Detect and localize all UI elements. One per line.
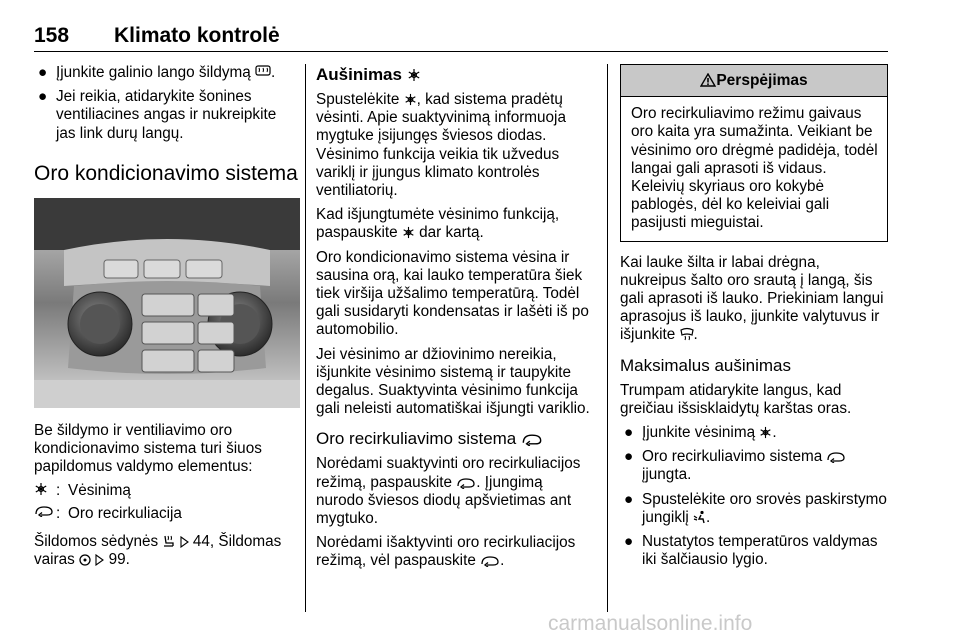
recirculation-icon xyxy=(826,451,846,463)
section-heading: Oro kondicionavimo sistema xyxy=(34,161,298,185)
paragraph: Trumpam atidarykite langus, kad greičiau išsisklaidytų karštas oras. xyxy=(620,381,852,417)
list-item: ● Jei reikia, atidarykite šonines ventiliacines angas ir nukreipkite jas link durų langų. xyxy=(38,88,277,142)
paragraph: Norėdami suaktyvinti oro recirkuliacijos režimą, paspauskite . Įjungimą nurodo šviesos diodų apšvietimas ant mygtuko. xyxy=(316,455,581,528)
list-item: ● Spustelėkite oro srovės paskirstymo jungiklį . xyxy=(624,490,887,526)
recirculation-icon xyxy=(456,477,476,489)
column-2 xyxy=(316,64,594,577)
section-heading: Oro recirkuliavimo sistema xyxy=(316,428,594,449)
snowflake-icon xyxy=(402,226,415,239)
warning-box xyxy=(620,64,888,242)
warning-triangle-icon xyxy=(700,73,716,87)
snowflake-icon xyxy=(759,426,772,439)
header-rule xyxy=(34,51,888,52)
column-divider-2 xyxy=(607,64,608,612)
rear-window-heating-icon xyxy=(255,65,271,79)
section-heading: Maksimalus aušinimas xyxy=(620,355,791,375)
seat-heating-icon xyxy=(162,534,175,548)
paragraph: Spustelėkite , kad sistema pradėtų vėsinti. Apie suaktyvinimą informuoja mygtuke įsijungęs šviesos diodas. Vėsinimo funkcija veikia tik užvedus variklį ir įjungus klimato kontrolės ventiliatorių. xyxy=(316,91,566,200)
paragraph: Jei vėsinimo ar džiovinimo nereikia, išjunkite vėsinimo sistemą ir taupykite degalus. Suaktyvinta vėsinimo funkcija gali neleisti automatiškai išjungti variklio. xyxy=(316,345,590,418)
section-heading: Aušinimas xyxy=(316,64,594,85)
cross-reference: Šildomos sėdynės 44, Šildomas vairas 99. xyxy=(34,532,282,569)
warning-header: Perspėjimas xyxy=(621,65,887,97)
page-number: 158 xyxy=(34,24,70,47)
warning-text: Oro recirkuliavimo režimu gaivaus oro kaita yra sumažinta. Veikiant be vėsinimo oro drėgmė padidėja, todėl langai gali aprasoti iš vidaus. Keleivių skyriaus oro kokybė pablogės, dėl ko keleiviai gali pasijusti mieguistai. xyxy=(631,105,878,232)
air-distribution-icon xyxy=(693,510,706,524)
column-3 xyxy=(620,64,888,575)
recirculation-icon xyxy=(480,555,500,567)
legend-label: Oro recirkuliacija xyxy=(68,504,182,522)
recirculation-icon xyxy=(34,505,54,517)
page-reference-icon xyxy=(180,536,189,548)
bullet-text: Jei reikia, atidarykite šonines ventiliacines angas ir nukreipkite jas link durų langų. xyxy=(56,88,277,142)
paragraph: Oro kondicionavimo sistema vėsina ir sausina orą, kai lauko temperatūra šiek tiek viršija užšalimo temperatūrą. Todėl gali susidaryti kondensatas ir lašėti iš po automobilio. xyxy=(316,248,589,339)
paragraph: Kad išjungtumėte vėsinimo funkciją, paspauskite dar kartą. xyxy=(316,206,560,242)
page-title: Klimato kontrolė xyxy=(114,24,280,47)
page-header xyxy=(34,24,888,52)
watermark: carmanualsonline.info xyxy=(548,612,753,635)
paragraph: Norėdami išaktyvinti oro recirkuliacijos režimą, vėl paspauskite . xyxy=(316,534,576,570)
snowflake-icon xyxy=(404,93,417,106)
climate-panel-photo xyxy=(34,198,300,408)
control-legend: : Vėsinimą : Oro recirkuliacija xyxy=(34,482,300,522)
page-reference-icon xyxy=(95,554,104,566)
list-item: ● Nustatytos temperatūros valdymas iki šalčiausio lygio. xyxy=(624,533,878,569)
list-item: ● Įjunkite galinio lango šildymą . xyxy=(38,64,276,81)
snowflake-icon xyxy=(407,68,421,82)
column-divider-1 xyxy=(305,64,306,612)
steering-wheel-heating-icon xyxy=(79,554,91,566)
snowflake-icon xyxy=(34,482,48,496)
list-item: ● Oro recirkuliavimo sistema įjungta. xyxy=(620,448,888,484)
column-1 xyxy=(34,64,300,575)
paragraph: Kai lauke šilta ir labai drėgna, nukreipus šalto oro srautą į langą, šis gali aprasoti iš lauko. Priekiniam langui aprasojus iš lauko, įjunkite valytuvus ir išjunkite . xyxy=(620,253,884,344)
bullet-text: Įjunkite galinio lango šildymą xyxy=(56,64,251,81)
intro-text: Be šildymo ir ventiliavimo oro kondicionavimo sistema turi šiuos papildomus valdymo elementus: xyxy=(34,421,262,476)
legend-label: Vėsinimą xyxy=(68,482,131,500)
recirculation-icon xyxy=(521,433,543,446)
list-item: ● Įjunkite vėsinimą . xyxy=(624,424,777,442)
windscreen-defrost-icon xyxy=(680,327,694,341)
